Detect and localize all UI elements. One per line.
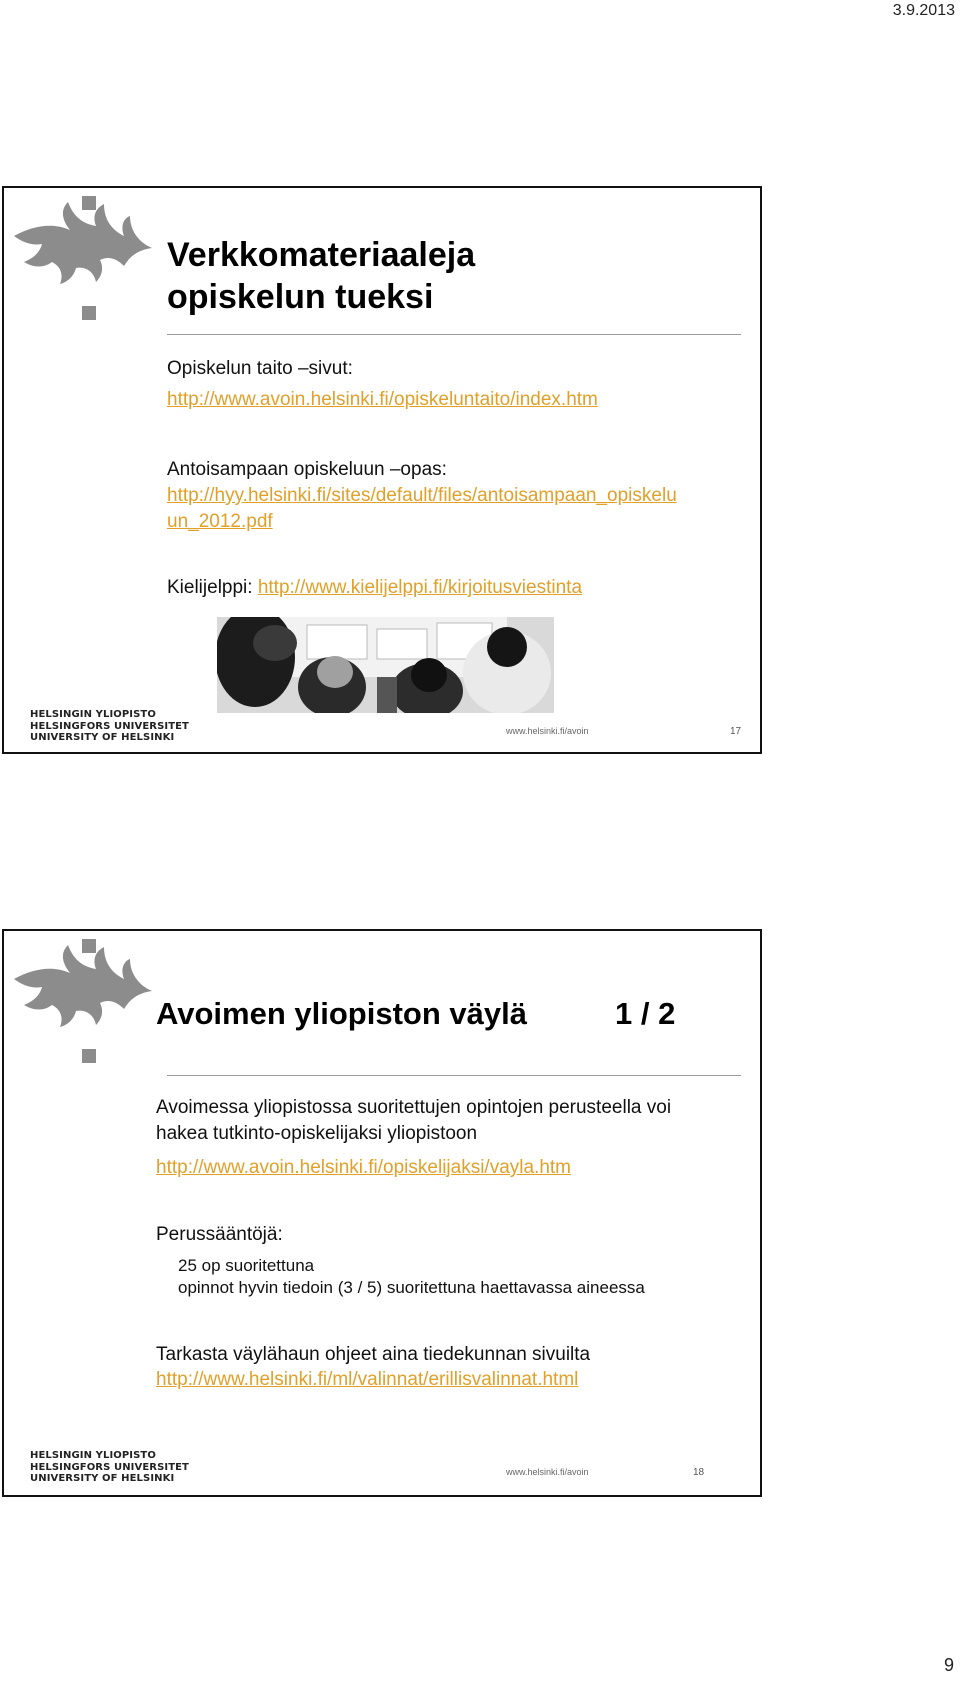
slide-title: Avoimen yliopiston väylä (156, 996, 527, 1031)
students-at-table-photo (217, 617, 554, 713)
intro-line-2: hakea tutkinto-opiskelijaksi yliopistoon (156, 1123, 478, 1144)
item-label: Opiskelun taito –sivut: (167, 358, 353, 379)
university-logo-icon (12, 939, 162, 1079)
title-divider (167, 334, 741, 335)
item-label: Kielijelppi: (167, 577, 258, 598)
slide-title-counter: 1 / 2 (615, 996, 676, 1031)
rule-item: opinnot hyvin tiedoin (3 / 5) suoritettuna haettavassa aineessa (178, 1278, 645, 1297)
rules-heading: Perussääntöjä: (156, 1224, 283, 1245)
slide-title-line-2: opiskelun tueksi (167, 278, 434, 316)
slide-number: 17 (730, 726, 742, 737)
rule-item: 25 op suoritettuna (178, 1256, 315, 1275)
vayla-link[interactable]: http://www.avoin.helsinki.fi/opiskelijaksi/vayla.htm (156, 1157, 572, 1178)
slide-17 (2, 186, 762, 754)
slide-title-line-1: Verkkomateriaaleja (167, 236, 476, 274)
antoisampaan-opas-link[interactable]: http://hyy.helsinki.fi/sites/default/files/antoisampaan_opiskelu (167, 485, 677, 506)
university-name: HELSINGIN YLIOPISTO HELSINGFORS UNIVERSITET UNIVERSITY OF HELSINKI (30, 709, 189, 743)
kielijelppi-link[interactable]: http://www.kielijelppi.fi/kirjoitusviestinta (257, 577, 583, 598)
opiskeluntaito-link[interactable]: http://www.avoin.helsinki.fi/opiskeluntaito/index.htm (167, 389, 598, 410)
antoisampaan-opas-link-cont[interactable]: un_2012.pdf (167, 511, 273, 532)
university-logo-icon (12, 196, 162, 336)
university-name: HELSINGIN YLIOPISTO HELSINGFORS UNIVERSITET UNIVERSITY OF HELSINKI (30, 1450, 189, 1484)
footer-url: www.helsinki.fi/avoin (506, 1467, 589, 1477)
title-divider (167, 1075, 741, 1076)
page-date: 3.9.2013 (892, 2, 955, 19)
slide-18 (2, 929, 762, 1497)
erillisvalinnat-link[interactable]: http://www.helsinki.fi/ml/valinnat/erillisvalinnat.html (156, 1369, 579, 1390)
footer-url: www.helsinki.fi/avoin (506, 726, 589, 736)
intro-line-1: Avoimessa yliopistossa suoritettujen opintojen perusteella voi (156, 1097, 672, 1118)
slide-number: 18 (693, 1467, 705, 1478)
page-number: 9 (943, 1655, 954, 1675)
check-text: Tarkasta väylähaun ohjeet aina tiedekunnan sivuilta (156, 1344, 591, 1365)
item-label: Antoisampaan opiskeluun –opas: (167, 459, 447, 480)
